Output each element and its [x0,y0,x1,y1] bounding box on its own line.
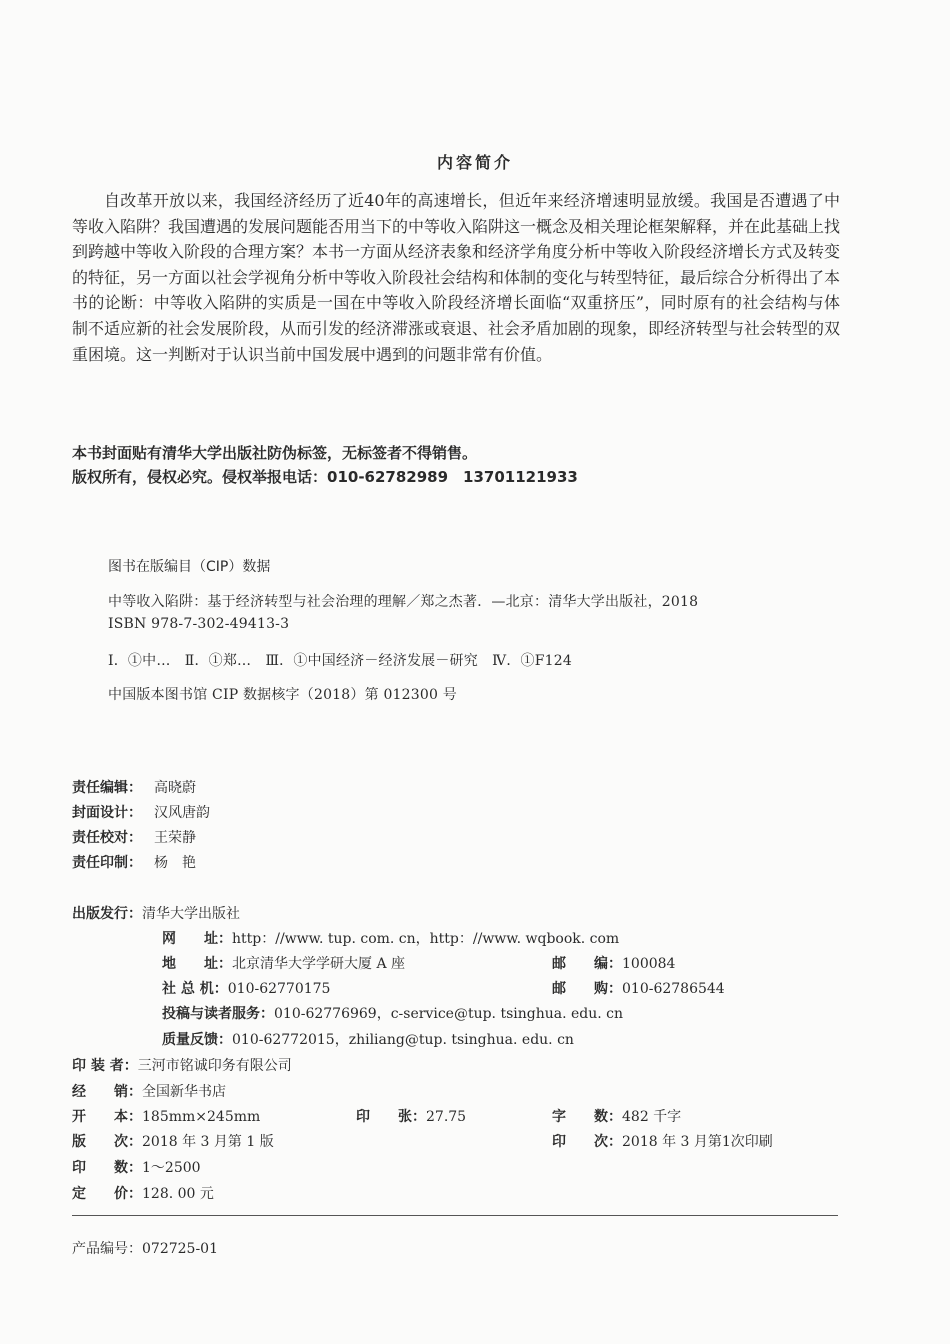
format-value: 185mm×245mm [142,1109,261,1125]
anti-counterfeit-notice: 本书封面贴有清华大学出版社防伪标签，无标签者不得销售。 [72,444,478,462]
publisher-label: 出版发行： [72,906,142,922]
price-label: 定 价： [72,1186,142,1202]
publisher-value: 清华大学出版社 [142,906,240,922]
format-label: 开 本： [72,1109,142,1125]
price-row [72,1183,214,1203]
cip-classification: Ⅰ．①中… Ⅱ．①郑… Ⅲ．①中国经济－经济发展－研究 Ⅳ．①F124 [108,653,572,669]
printer-value: 三河市铭诚印务有限公司 [137,1058,292,1074]
credit-row [72,827,196,847]
credit-label: 责任校对： [72,830,142,846]
postcode-value: 100084 [622,956,676,972]
word-count-row [552,1106,681,1126]
word-count-label: 字 数： [552,1109,622,1125]
switchboard-row [162,978,330,998]
reader-service-row [162,1003,623,1023]
copies-value: 1～2500 [142,1160,201,1176]
sheets-row [356,1106,466,1126]
edition-label: 版 次： [72,1134,142,1150]
credit-value: 王荣静 [154,830,196,846]
printer-row [72,1055,292,1075]
copies-row [72,1157,201,1177]
product-number: 产品编号：072725-01 [72,1241,218,1257]
switchboard-label: 社 总 机： [162,981,228,997]
publisher-row [72,903,240,923]
distributor-value: 全国新华书店 [142,1084,226,1100]
switchboard-value: 010-62770175 [227,981,331,997]
feedback-label: 质量反馈： [162,1032,232,1048]
abstract-text: 自改革开放以来，我国经济经历了近40年的高速增长，但近年来经济增速明显放缓。我国是否遭遇了中等收入陷阱？我国遭遇的发展问题能否用当下的中等收入陷阱这一概念及相关理论框架解释，并在此基础上找到跨越中等收入阶段的合理方案？本书一方面从经济表象和经济学角度分析中等收入阶段经济增长方式及转变的特征，另一方面以社会学视角分析中等收入阶段社会结构和体制的变化与转型特征，最后综合分析得出了本书的论断：中等收入陷阱的实质是一国在中等收入阶段经济增长面临“双重挤压”，同时原有的社会结构与体制不适应新的社会发展阶段，从而引发的经济滞涨或衰退、社会矛盾加剧的现象，即经济转型与社会转型的双重困境。这一判断对于认识当前中国发展中遇到的问题非常有价值。 [72,191,841,364]
word-count-value: 482 千字 [622,1109,682,1125]
sheets-value: 27.75 [426,1109,467,1125]
credit-row [72,852,196,872]
address-label: 地 址： [162,956,232,972]
postcode-row [552,953,675,973]
impression-value: 2018 年 3 月第1次印刷 [622,1134,773,1150]
credit-row [72,777,196,797]
address-value: 北京清华大学学研大厦 A 座 [232,956,406,972]
credit-value: 汉风唐韵 [154,805,210,821]
credit-label: 责任编辑： [72,780,142,796]
price-value: 128. 00 元 [142,1186,214,1202]
mailorder-label: 邮 购： [552,981,622,997]
copyright-notice: 版权所有，侵权必究。侵权举报电话：010-62782989 13701121933 [72,468,578,486]
cip-title-line: 中等收入陷阱：基于经济转型与社会治理的理解／郑之杰著．—北京：清华大学出版社，2018 [108,594,699,610]
sheets-label: 印 张： [356,1109,426,1125]
postcode-label: 邮 编： [552,956,622,972]
reader-service-label: 投稿与读者服务： [162,1006,274,1022]
impression-row [552,1131,773,1151]
feedback-value: 010-62772015，zhiliang@tup. tsinghua. edu. cn [232,1032,574,1048]
cip-heading: 图书在版编目（CIP）数据 [108,559,271,575]
format-row [72,1106,260,1126]
edition-value: 2018 年 3 月第 1 版 [142,1134,274,1150]
cip-isbn: ISBN 978-7-302-49413-3 [108,616,290,632]
website-value: http：//www. tup. com. cn，http：//www. wqbook. com [232,931,620,947]
address-row [162,953,405,973]
mailorder-value: 010-62786544 [622,981,725,997]
distributor-label: 经 销： [72,1084,142,1100]
credit-label: 责任印制： [72,855,142,871]
distributor-row [72,1081,226,1101]
edition-row [72,1131,274,1151]
printer-label: 印 装 者： [72,1058,138,1074]
credit-label: 封面设计： [72,805,142,821]
copies-label: 印 数： [72,1160,142,1176]
impression-label: 印 次： [552,1134,622,1150]
website-row [162,928,619,948]
credit-row [72,802,210,822]
credit-value: 杨 艳 [154,855,196,871]
page-title: 内容简介 [436,153,513,172]
abstract-block [72,188,840,367]
mailorder-row [552,978,725,998]
credit-value: 高晓蔚 [154,780,196,796]
feedback-row [162,1029,574,1049]
cip-record-number: 中国版本图书馆 CIP 数据核字（2018）第 012300 号 [108,687,457,703]
divider-line [72,1215,838,1216]
reader-service-value: 010-62776969，c-service@tup. tsinghua. edu. cn [274,1006,624,1022]
website-label: 网 址： [162,931,232,947]
